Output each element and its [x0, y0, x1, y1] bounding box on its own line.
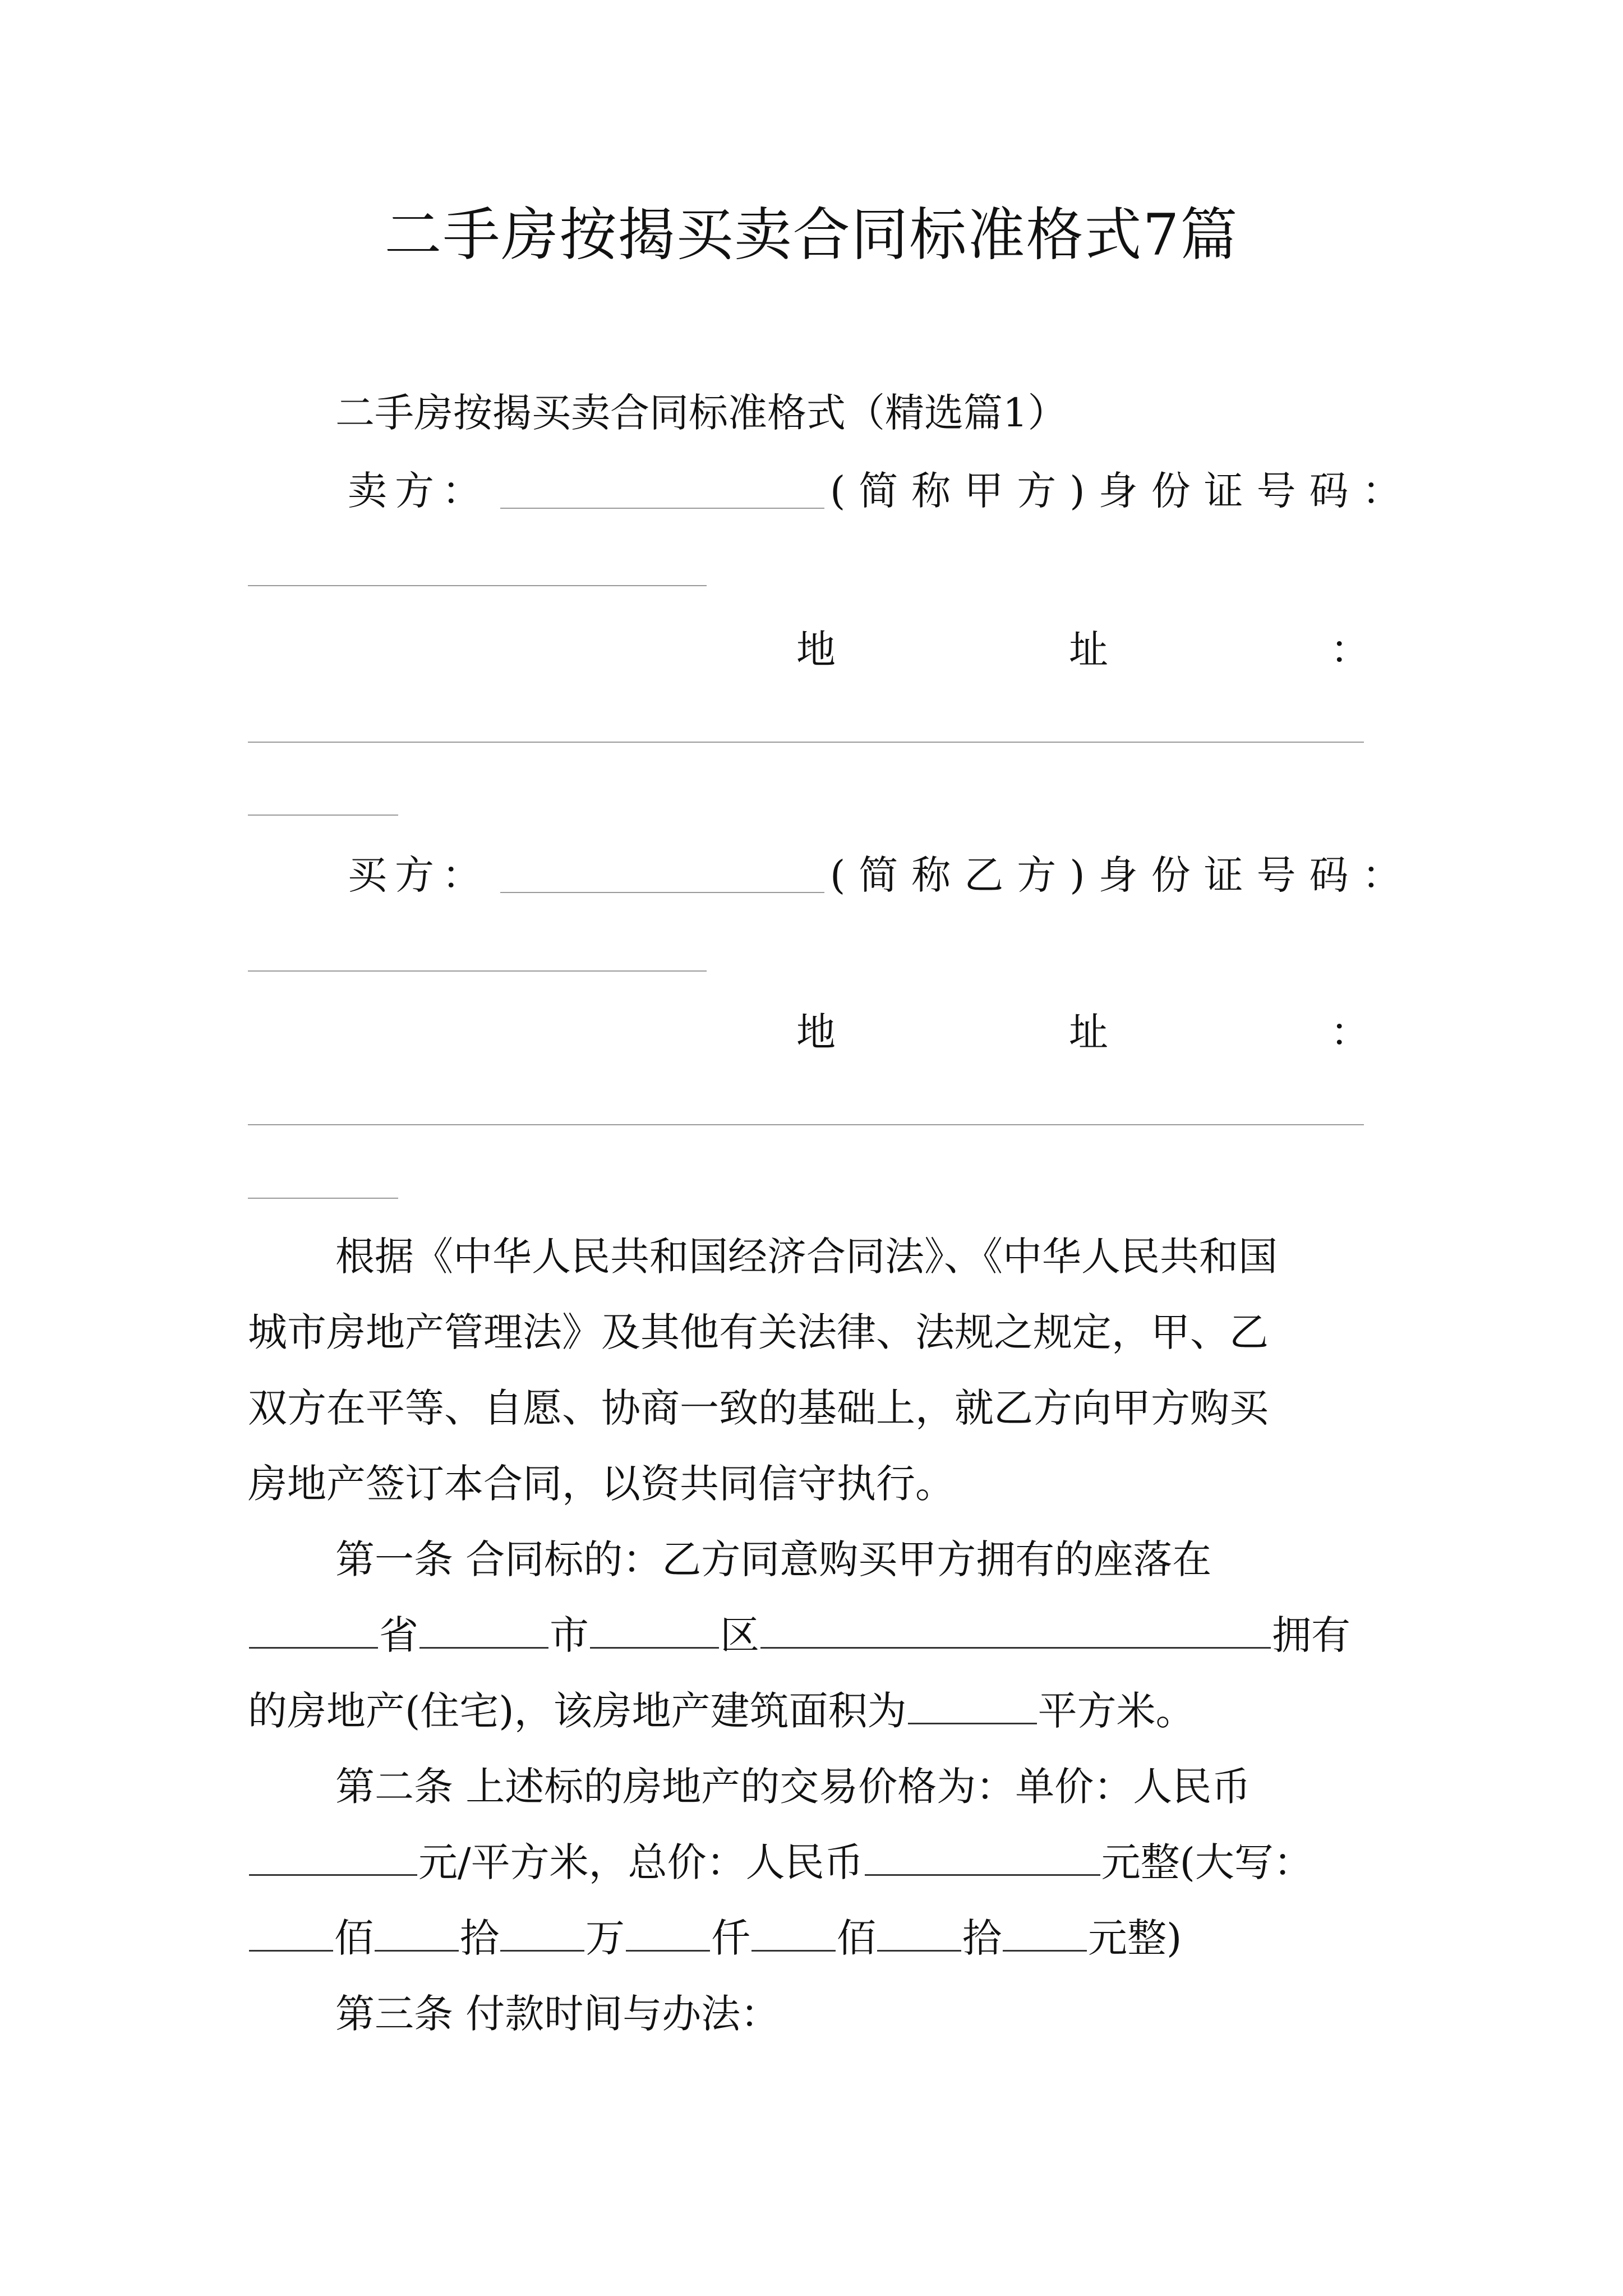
seller-label: 卖方： [348, 468, 489, 514]
district-label: 区 [720, 1612, 759, 1658]
seller-address-blank-2 [248, 815, 398, 816]
preamble-line-1: 根据《中华人民共和国经济合同法》、《中华人民共和国 [335, 1234, 1278, 1280]
buyer-address-char-2: 址 [1069, 1009, 1108, 1055]
unit-price-label: 元/平方米，总价：人民币 [418, 1839, 864, 1885]
buyer-alias: (简称乙方)身份证号码： [830, 852, 1415, 898]
unit-price-blank [249, 1835, 417, 1876]
amount-blank-7 [1003, 1911, 1087, 1952]
section-heading: 二手房按揭买卖合同标准格式（精选篇1） [335, 390, 1067, 436]
province-blank [249, 1608, 378, 1649]
total-price-blank [865, 1835, 1100, 1876]
seller-address-char-2: 址 [1069, 627, 1108, 673]
area-blank [908, 1683, 1037, 1724]
location-blank [760, 1608, 1271, 1649]
buyer-address-char-1: 地 [796, 1009, 836, 1055]
article-1-line-1: 第一条 合同标的：乙方同意购买甲方拥有的座落在 [335, 1536, 1212, 1582]
city-label: 市 [550, 1612, 589, 1658]
article-1-line-2 [248, 1607, 1350, 1663]
seller-alias: (简称甲方)身份证号码： [830, 468, 1415, 514]
amount-blank-3 [500, 1911, 584, 1952]
article-2-line-2 [248, 1834, 1313, 1890]
buyer-label: 买方： [348, 852, 489, 898]
buyer-address-blank-1 [248, 1124, 1364, 1125]
seller-address-char-1: 地 [796, 627, 836, 673]
unit-wan: 万 [585, 1915, 625, 1961]
buyer-name-blank [500, 892, 824, 893]
amount-blank-1 [249, 1911, 333, 1952]
total-tail-label: 元整(大写： [1101, 1839, 1313, 1885]
buyer-id-blank [248, 970, 707, 972]
document-title: 二手房按揭买卖合同标准格式7篇 [384, 202, 1239, 269]
area-prefix: 的房地产(住宅)，该房地产建筑面积为 [248, 1688, 907, 1734]
unit-bai-1: 佰 [334, 1915, 374, 1961]
amount-blank-6 [877, 1911, 961, 1952]
city-blank [419, 1608, 548, 1649]
amount-blank-4 [626, 1911, 710, 1952]
unit-shi-2: 拾 [962, 1915, 1002, 1961]
district-blank [590, 1608, 719, 1649]
province-label: 省 [379, 1612, 418, 1658]
buyer-address-colon: ： [1330, 1009, 1370, 1055]
article-1-line-3 [248, 1683, 1195, 1739]
unit-bai-2: 佰 [837, 1915, 876, 1961]
seller-id-blank [248, 585, 707, 586]
seller-name-blank [500, 508, 824, 509]
preamble-line-2: 城市房地产管理法》及其他有关法律、法规之规定，甲、乙 [248, 1309, 1269, 1355]
article-2-line-3 [248, 1910, 1182, 1966]
unit-qian: 仟 [711, 1915, 750, 1961]
unit-shi-1: 拾 [460, 1915, 499, 1961]
seller-address-blank-1 [248, 742, 1364, 743]
owned-label: 拥有 [1272, 1612, 1350, 1658]
article-2-line-1: 第二条 上述标的房地产的交易价格为：单价：人民币 [335, 1764, 1251, 1810]
buyer-address-blank-2 [248, 1198, 398, 1199]
preamble-line-3: 双方在平等、自愿、协商一致的基础上，就乙方向甲方购买 [248, 1385, 1269, 1431]
amount-blank-5 [751, 1911, 836, 1952]
seller-address-colon: ： [1330, 627, 1370, 673]
unit-yuan-zheng: 元整) [1088, 1915, 1182, 1961]
amount-blank-2 [375, 1911, 459, 1952]
article-3-line-1: 第三条 付款时间与办法： [335, 1991, 780, 2037]
area-suffix: 平方米。 [1038, 1688, 1195, 1734]
preamble-line-4: 房地产签订本合同，以资共同信守执行。 [248, 1461, 955, 1507]
